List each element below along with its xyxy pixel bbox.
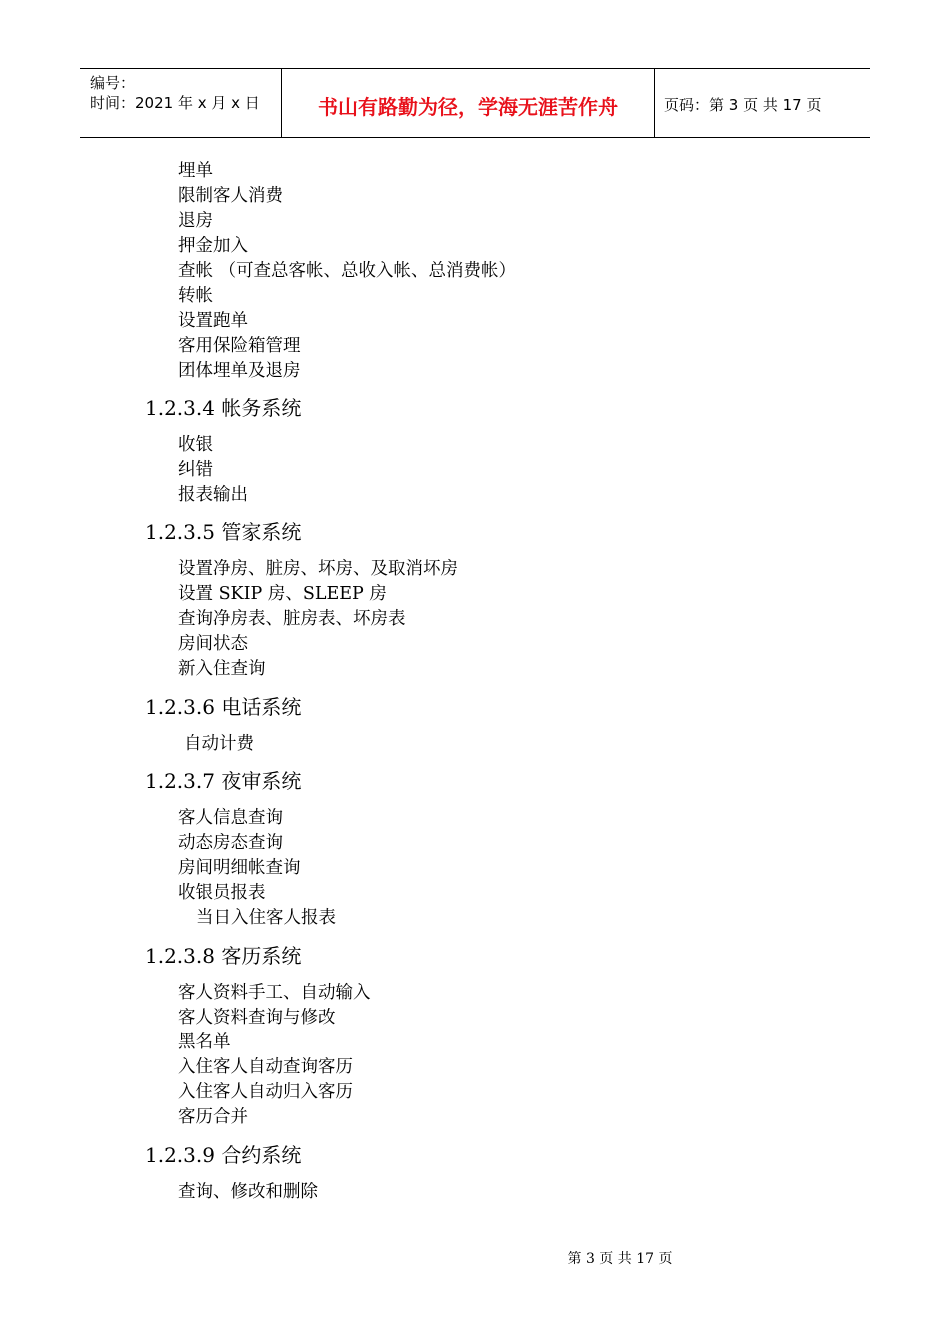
header-motto-cell [282, 69, 655, 137]
list-item: 入住客人自动查询客历 [178, 1057, 353, 1077]
list-item: 押金加入 [178, 236, 248, 256]
list-item: 动态房态查询 [178, 833, 283, 853]
list-item: 客历合并 [178, 1107, 248, 1127]
list-item: 纠错 [178, 460, 213, 480]
list-item: 房间明细帐查询 [178, 858, 301, 878]
list-item: 设置 SKIP 房、SLEEP 房 [178, 584, 387, 604]
list-item: 设置净房、脏房、坏房、及取消坏房 [178, 559, 458, 579]
section-heading: 1.2.3.8 客历系统 [145, 944, 302, 968]
section-heading: 1.2.3.5 管家系统 [145, 520, 302, 544]
section-heading: 1.2.3.7 夜审系统 [145, 769, 302, 793]
list-item: 当日入住客人报表 [196, 908, 336, 928]
list-item: 退房 [178, 211, 213, 231]
list-item: 房间状态 [178, 634, 248, 654]
list-item: 报表输出 [178, 485, 248, 505]
list-item: 收银员报表 [178, 883, 266, 903]
list-item: 客人资料查询与修改 [178, 1008, 336, 1028]
section-heading: 1.2.3.6 电话系统 [145, 695, 302, 719]
header-meta [80, 69, 282, 137]
list-item: 设置跑单 [178, 311, 248, 331]
list-item: 客人资料手工、自动输入 [178, 983, 371, 1003]
list-item: 客用保险箱管理 [178, 336, 301, 356]
section-heading: 1.2.3.4 帐务系统 [145, 396, 302, 420]
list-item: 入住客人自动归入客历 [178, 1082, 353, 1102]
list-item: 转帐 [178, 286, 213, 306]
list-item: 黑名单 [178, 1032, 231, 1052]
page-header [80, 68, 870, 138]
document-date: 时间：2021 年 x 月 x 日 [90, 94, 260, 112]
list-item: 埋单 [178, 161, 213, 181]
page-footer: 第 3 页 共 17 页 [567, 1251, 673, 1267]
list-item: 自动计费 [184, 734, 254, 754]
list-item: 收银 [178, 435, 213, 455]
list-item: 查询、修改和删除 [178, 1182, 318, 1202]
list-item: 客人信息查询 [178, 808, 283, 828]
header-motto: 书山有路勤为径，学海无涯苦作舟 [318, 95, 618, 119]
document-number-label: 编号： [90, 74, 136, 92]
list-item: 团体埋单及退房 [178, 361, 301, 381]
section-heading: 1.2.3.9 合约系统 [145, 1143, 302, 1167]
list-item: 查帐 （可查总客帐、总收入帐、总消费帐） [178, 261, 517, 281]
list-item: 限制客人消费 [178, 186, 283, 206]
header-page-cell [655, 69, 870, 137]
header-page-info: 页码：第 3 页 共 17 页 [664, 96, 822, 114]
list-item: 查询净房表、脏房表、坏房表 [178, 609, 406, 629]
list-item: 新入住查询 [178, 659, 266, 679]
